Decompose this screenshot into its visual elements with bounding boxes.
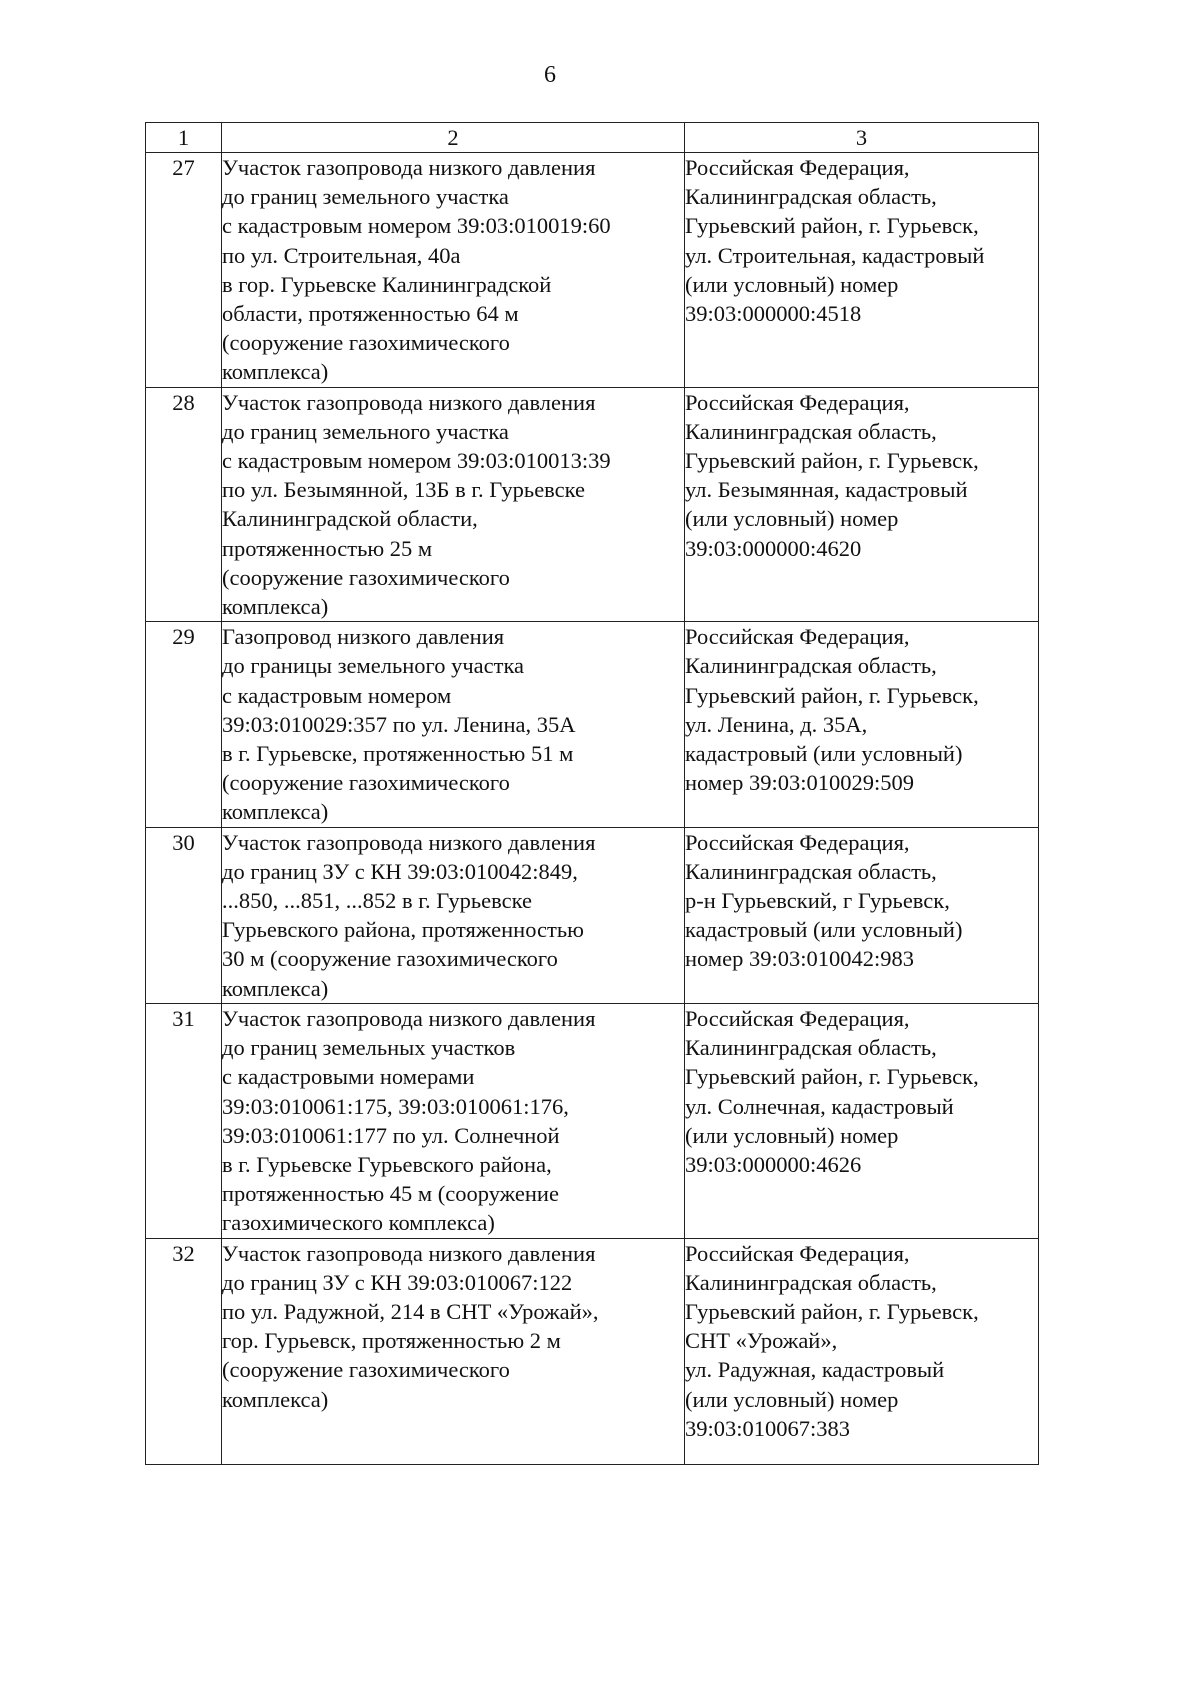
row-number: 29 (146, 622, 222, 827)
object-description: Газопровод низкого давления до границы земельного участка с кадастровым номером 39:03:010029:357 по ул. Ленина, 35А в г. Гурьевске, протяженностью 51 м (сооружение газохимического комплекса) (222, 622, 685, 827)
object-description: Участок газопровода низкого давления до границ земельного участка с кадастровым номером 39:03:010019:60 по ул. Строительная, 40а в гор. Гурьевске Калининградской области, протяженностью 64 м (сооружение газохимического комплекса) (222, 153, 685, 388)
header-row (146, 123, 1039, 153)
column-header-2: 2 (222, 123, 685, 153)
object-address: Российская Федерация, Калининградская область, р-н Гурьевский, г Гурьевск, кадастровый (или условный) номер 39:03:010042:983 (685, 827, 1039, 1003)
row-number: 27 (146, 153, 222, 388)
table-row (146, 387, 1039, 622)
table-row (146, 827, 1039, 1003)
table-row (146, 622, 1039, 827)
row-number: 31 (146, 1003, 222, 1238)
column-header-1: 1 (146, 123, 222, 153)
object-description: Участок газопровода низкого давления до границ земельного участка с кадастровым номером 39:03:010013:39 по ул. Безымянной, 13Б в г. Гурьевске Калининградской области, протяженностью 25 м (сооружение газохимического комплекса) (222, 387, 685, 622)
registry-table (145, 122, 1039, 1465)
column-header-3: 3 (685, 123, 1039, 153)
table-row (146, 1003, 1039, 1238)
object-address: Российская Федерация, Калининградская область, Гурьевский район, г. Гурьевск, ул. Строительная, кадастровый (или условный) номер 39:03:000000:4518 (685, 153, 1039, 388)
page-number: 6 (544, 62, 556, 88)
object-description: Участок газопровода низкого давления до границ земельных участков с кадастровыми номерами 39:03:010061:175, 39:03:010061:176, 39:03:010061:177 по ул. Солнечной в г. Гурьевске Гурьевского района, протяженностью 45 м (сооружение газохимического комплекса) (222, 1003, 685, 1238)
object-address: Российская Федерация, Калининградская область, Гурьевский район, г. Гурьевск, ул. Безымянная, кадастровый (или условный) номер 39:03:000000:4620 (685, 387, 1039, 622)
object-description: Участок газопровода низкого давления до границ ЗУ с КН 39:03:010042:849, ...850, ...851, ...852 в г. Гурьевске Гурьевского района, протяженностью 30 м (сооружение газохимического комплекса) (222, 827, 685, 1003)
row-number: 30 (146, 827, 222, 1003)
row-number: 32 (146, 1238, 222, 1464)
table-row (146, 153, 1039, 388)
object-address: Российская Федерация, Калининградская область, Гурьевский район, г. Гурьевск, ул. Ленина, д. 35А, кадастровый (или условный) номер 39:03:010029:509 (685, 622, 1039, 827)
object-address: Российская Федерация, Калининградская область, Гурьевский район, г. Гурьевск, ул. Солнечная, кадастровый (или условный) номер 39:03:000000:4626 (685, 1003, 1039, 1238)
object-description: Участок газопровода низкого давления до границ ЗУ с КН 39:03:010067:122 по ул. Радужной, 214 в СНТ «Урожай», гор. Гурьевск, протяженностью 2 м (сооружение газохимического комплекса) (222, 1238, 685, 1464)
table-row (146, 1238, 1039, 1464)
row-number: 28 (146, 387, 222, 622)
object-address: Российская Федерация, Калининградская область, Гурьевский район, г. Гурьевск, СНТ «Урожай», ул. Радужная, кадастровый (или условный) номер 39:03:010067:383 (685, 1238, 1039, 1464)
